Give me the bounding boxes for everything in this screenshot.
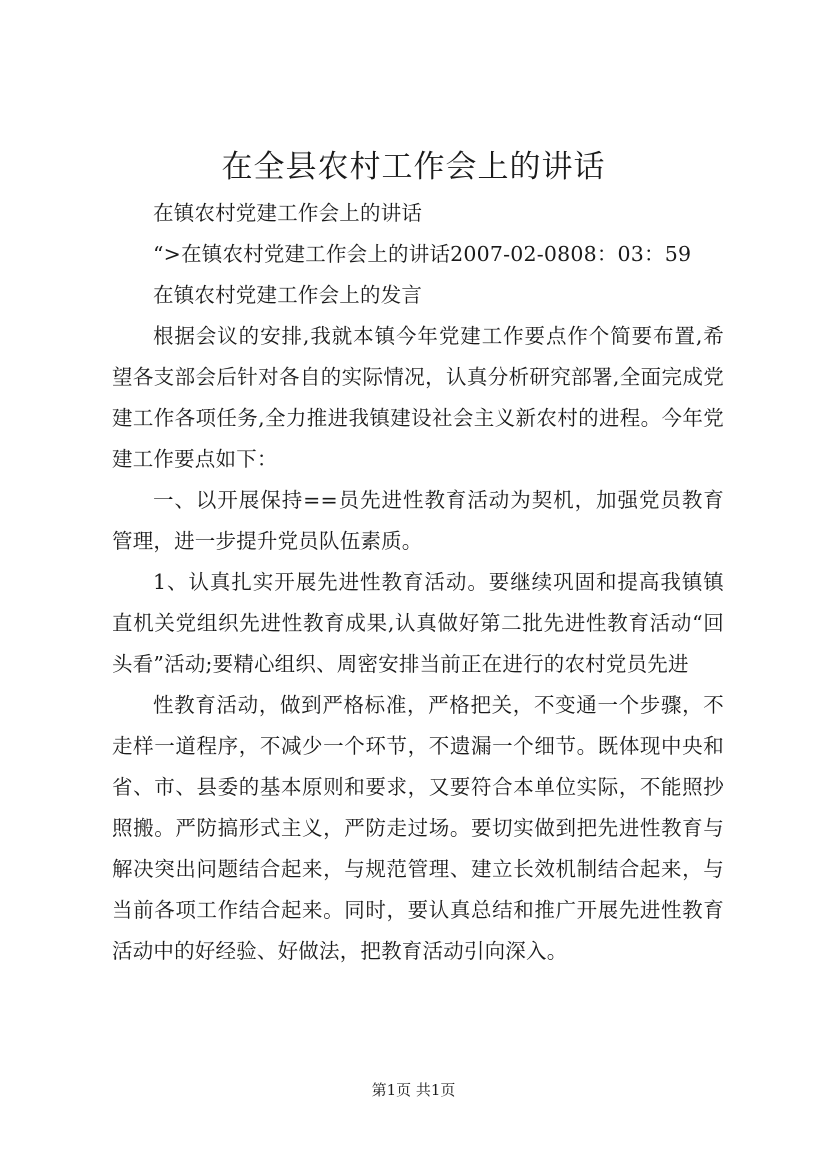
paragraph-continuation: 性教育活动，做到严格标准，严格把关，不变通一个步骤，不走样一道程序，不减少一个环节，不遗漏一个细节。既体现中央和省、市、县委的基本原则和要求，又要符合本单位实际，不能照抄照搬。严防搞形式主义，严防走过场。要切实做到把先进性教育与解决突出问题结合起来，与规范管理、建立长效机制结合起来，与当前各项工作结合起来。同时，要认真总结和推广开展先进性教育活动中的好经验、好做法，把教育活动引向深入。 (112, 693, 724, 963)
paragraph-section-one: 一、以开展保持==员先进性教育活动为契机，加强党员教育管理，进一步提升党员队伍素质。 (112, 488, 724, 553)
paragraph-item-one: 1、认真扎实开展先进性教育活动。要继续巩固和提高我镇镇直机关党组织先进性教育成果,认真做好第二批先进性教育活动“回头看”活动;要精心组织、周密安排当前正在进行的农村党员先进 (112, 570, 724, 676)
paragraph-heading: 在镇农村党建工作会上的发言 (153, 283, 423, 307)
paragraph-intro: 根据会议的安排,我就本镇今年党建工作要点作个简要布置,希望各支部会后针对各自的实际情况，认真分析研究部署,全面完成党建工作各项任务,全力推进我镇建设社会主义新农村的进程。今年党建工作要点如下： (112, 324, 724, 471)
page-footer: 第1页 共1页 (371, 1081, 456, 1099)
document-body (112, 193, 724, 972)
paragraph-subtitle: 在镇农村党建工作会上的讲话 (153, 201, 423, 225)
paragraph-source-line: “>在镇农村党建工作会上的讲话2007-02-0808：03：59 (153, 242, 692, 266)
document-title: 在全县农村工作会上的讲话 (221, 149, 606, 185)
